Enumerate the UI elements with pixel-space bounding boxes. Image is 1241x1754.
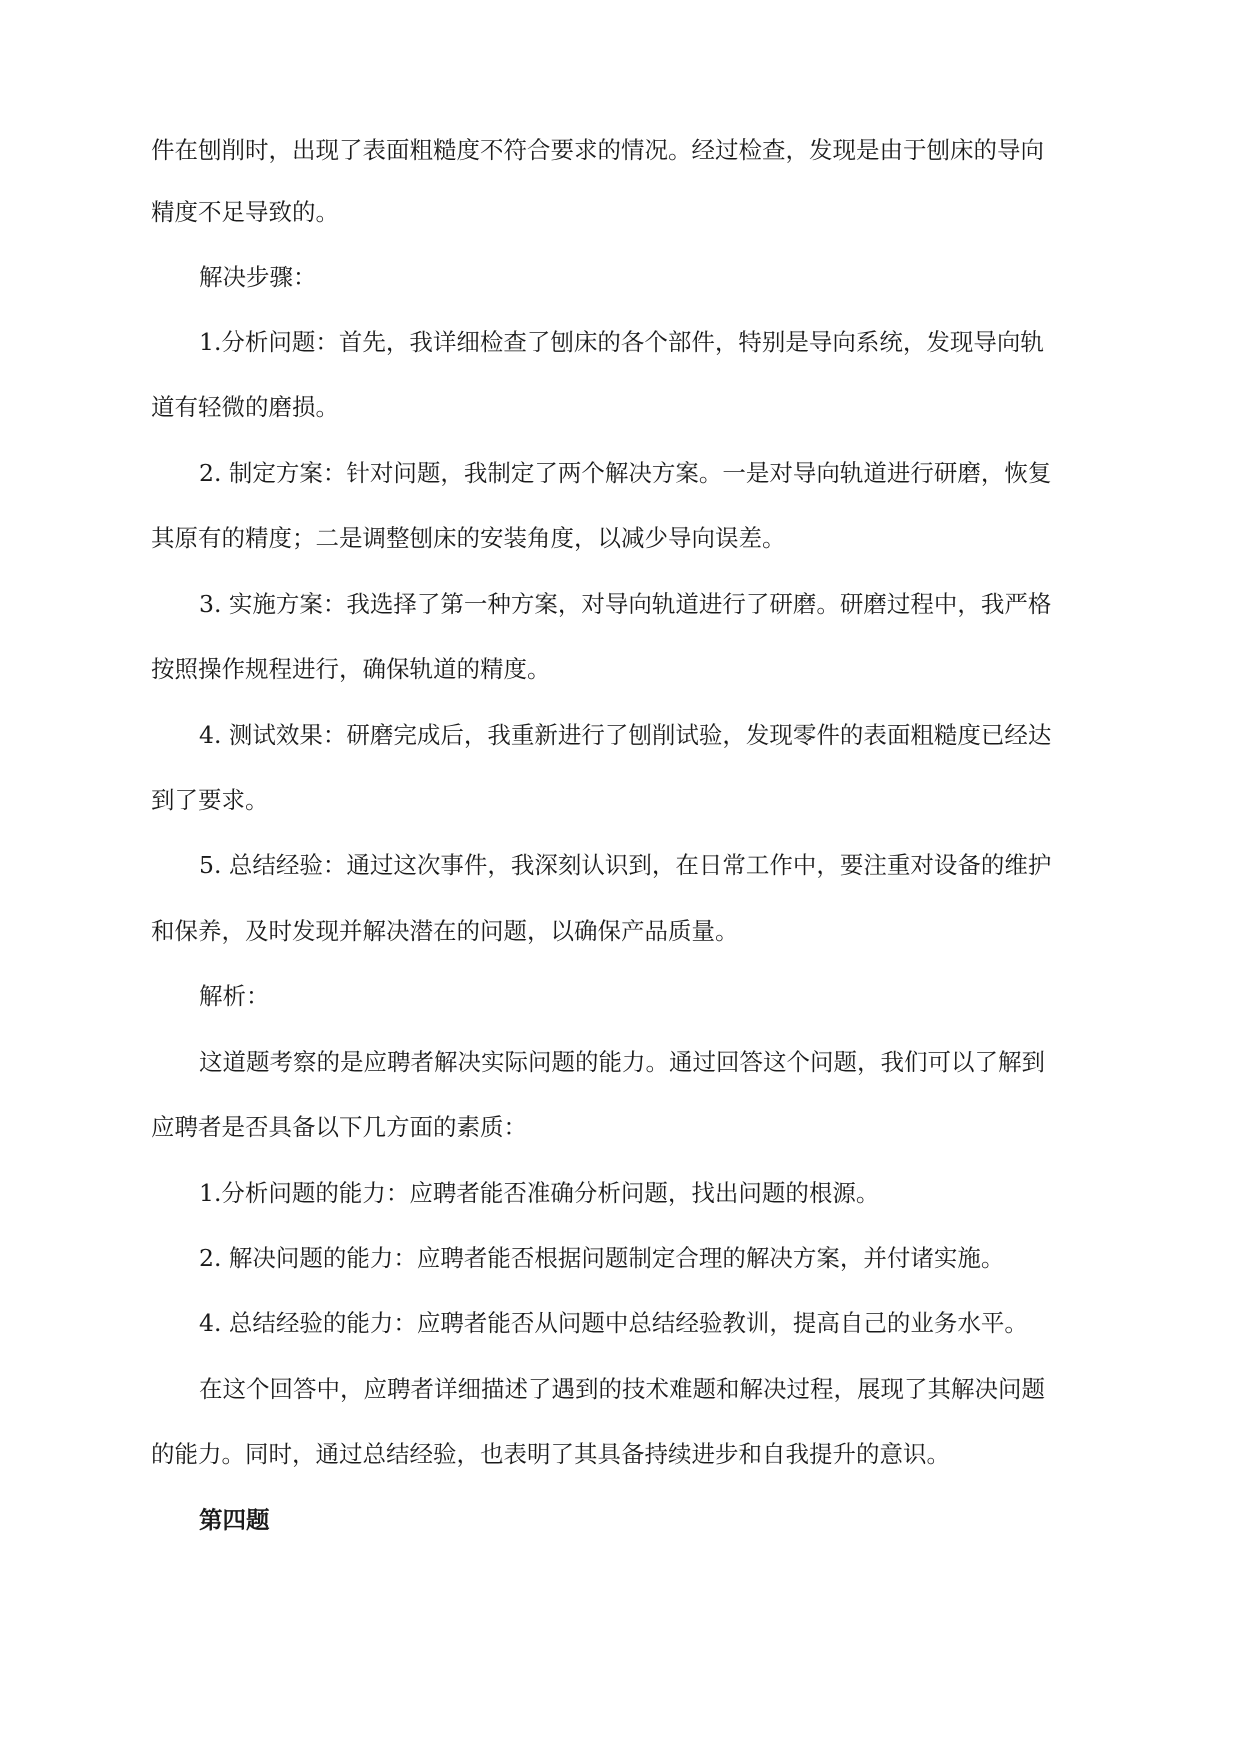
text-line: 到了要求。 bbox=[151, 786, 269, 814]
text-line: 精度不足导致的。 bbox=[151, 198, 339, 226]
text-line: 这道题考察的是应聘者解决实际问题的能力。通过回答这个问题，我们可以了解到 bbox=[199, 1048, 1045, 1076]
text-line: 1.分析问题：首先，我详细检查了刨床的各个部件，特别是导向系统，发现导向轨 bbox=[199, 328, 1044, 356]
text-line: 道有轻微的磨损。 bbox=[151, 393, 339, 421]
text-line: 4. 测试效果：研磨完成后，我重新进行了刨削试验，发现零件的表面粗糙度已经达 bbox=[199, 721, 1052, 749]
text-line: 其原有的精度；二是调整刨床的安装角度，以减少导向误差。 bbox=[151, 524, 786, 552]
text-line: 在这个回答中，应聘者详细描述了遇到的技术难题和解决过程，展现了其解决问题 bbox=[199, 1375, 1045, 1403]
text-line: 1.分析问题的能力：应聘者能否准确分析问题，找出问题的根源。 bbox=[199, 1179, 880, 1207]
text-line: 件在刨削时，出现了表面粗糙度不符合要求的情况。经过检查，发现是由于刨床的导向 bbox=[151, 136, 1044, 164]
section-label: 解决步骤： bbox=[199, 263, 317, 291]
text-line: 应聘者是否具备以下几方面的素质： bbox=[151, 1113, 527, 1141]
text-line: 按照操作规程进行，确保轨道的精度。 bbox=[151, 655, 551, 683]
section-heading: 第四题 bbox=[199, 1506, 270, 1534]
text-line: 2. 制定方案：针对问题，我制定了两个解决方案。一是对导向轨道进行研磨，恢复 bbox=[199, 459, 1052, 487]
section-label: 解析： bbox=[199, 982, 270, 1010]
text-line: 5. 总结经验：通过这次事件，我深刻认识到，在日常工作中，要注重对设备的维护 bbox=[199, 851, 1052, 879]
text-line: 3. 实施方案：我选择了第一种方案，对导向轨道进行了研磨。研磨过程中，我严格 bbox=[199, 590, 1052, 618]
text-line: 和保养，及时发现并解决潜在的问题，以确保产品质量。 bbox=[151, 917, 739, 945]
text-line: 2. 解决问题的能力：应聘者能否根据问题制定合理的解决方案，并付诸实施。 bbox=[199, 1244, 1005, 1272]
text-line: 的能力。同时，通过总结经验，也表明了其具备持续进步和自我提升的意识。 bbox=[151, 1440, 950, 1468]
text-line: 4. 总结经验的能力：应聘者能否从问题中总结经验教训，提高自己的业务水平。 bbox=[199, 1309, 1028, 1337]
